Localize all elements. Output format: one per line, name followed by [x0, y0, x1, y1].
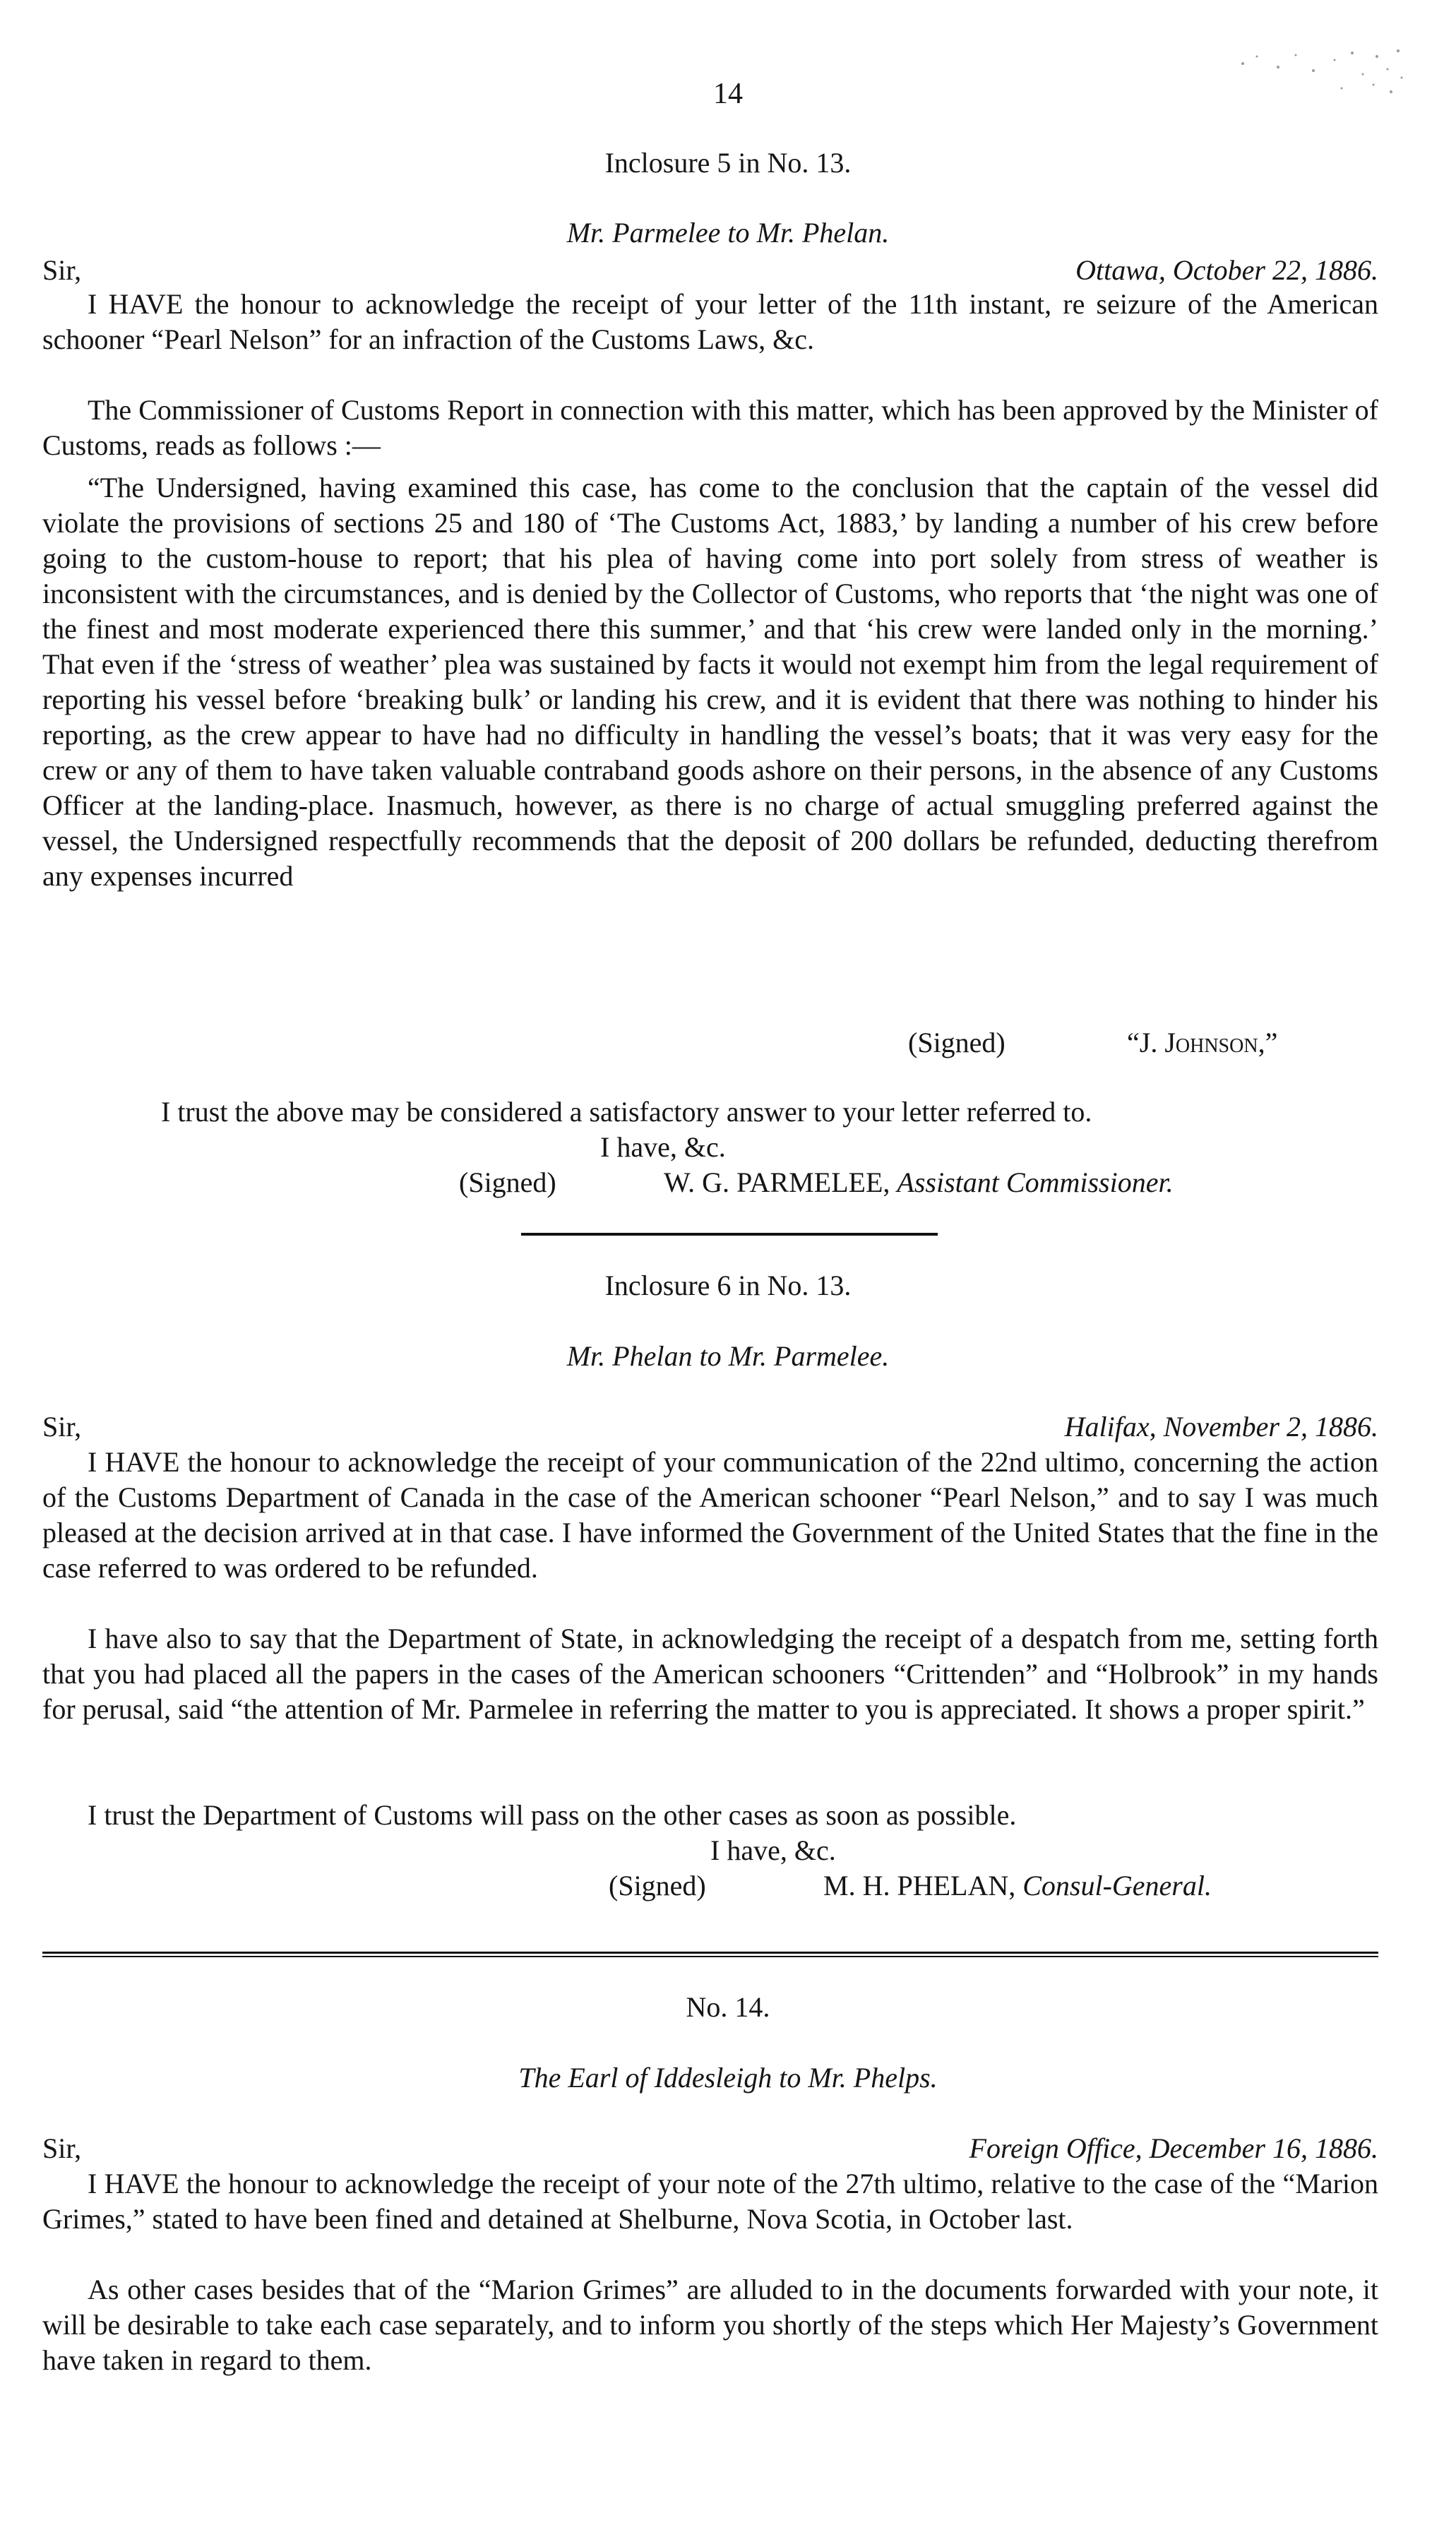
inclosure-5-signer: W. G. PARMELEE,: [664, 1166, 890, 1198]
inclosure-5-signed-label: (Signed): [459, 1166, 556, 1198]
inclosure-5-subheading: Mr. Parmelee to Mr. Phelan.: [566, 217, 890, 249]
section-divider-full-top: [42, 1952, 1378, 1954]
quote-signer: “J. Johnson,”: [1127, 1027, 1278, 1058]
inclosure-5-paragraph-2: The Commissioner of Customs Report in connection with this matter, which has been approved by the Minister of Customs, reads as follows :—: [42, 394, 1378, 461]
inclosure-5-paragraph-1: I HAVE the honour to acknowledge the receipt of your letter of the 11th instant, re seizure of the American schooner “Pearl Nelson” for an infraction of the Customs Laws, &c.: [42, 288, 1378, 355]
inclosure-6-subheading: Mr. Phelan to Mr. Parmelee.: [566, 1340, 890, 1372]
inclosure-5-dateline: Ottawa, October 22, 1886.: [1075, 254, 1378, 286]
no-14-subheading: The Earl of Iddesleigh to Mr. Phelps.: [518, 2062, 938, 2094]
no-14-paragraph-1: I HAVE the honour to acknowledge the receipt of your note of the 27th ultimo, relative to the case of the “Marion Grimes,” stated to have been fined and detained at Shelburne, Nova Scotia, in October last.: [42, 2168, 1378, 2235]
inclosure-6-paragraph-1: I HAVE the honour to acknowledge the receipt of your communication of the 22nd ultimo, concerning the action of the Customs Department of Canada in the case of the American schooner “Pearl Nelson,” and to say I was much pleased at the decision arrived at in that case. I have informed the Government of the United States that the fine in the case referred to was ordered to be refunded.: [42, 1446, 1378, 1584]
inclosure-6-i-have: I have, &c.: [710, 1834, 836, 1866]
inclosure-5-salutation: Sir,: [42, 254, 82, 286]
page-number: 14: [713, 78, 743, 110]
inclosure-5-signature: [664, 1165, 1174, 1200]
inclosure-5-closing: I trust the above may be considered a satisfactory answer to your letter referred to.: [161, 1096, 1092, 1128]
quote-signed-label: (Signed): [908, 1027, 1006, 1058]
no-14-salutation: Sir,: [42, 2132, 82, 2164]
inclosure-6-paragraph-3: I trust the Department of Customs will pass on the other cases as soon as possible.: [88, 1799, 1017, 1831]
inclosure-5-signer-title: Assistant Commissioner.: [897, 1166, 1174, 1198]
inclosure-5-quote: “The Undersigned, having examined this case, has come to the conclusion that the captain of the vessel did violate the provisions of sections 25 and 180 of ‘The Customs Act, 1883,’ by landing a number of his crew before going to the custom-house to report; that his plea of having come into port solely from stress of weather is inconsistent with the circumstances, and is denied by the Collector of Customs, who reports that ‘the night was one of the finest and most moderate experienced there this summer,’ and that ‘his crew were landed only in the morning.’ That even if the ‘stress of weather’ plea was sustained by facts it would not exempt him from the legal requirement of reporting his vessel before ‘breaking bulk’ or landing his crew, and it is evident that there was nothing to hinder his reporting, as the crew appear to have had no difficulty in handling the vessel’s boats; that it was very easy for the crew or any of them to have taken valuable contraband goods ashore on their persons, in the absence of any Customs Officer at the landing-place. Inasmuch, however, as there is no charge of actual smuggling preferred against the vessel, the Undersigned respectfully recommends that the deposit of 200 dollars be refunded, deducting therefrom any expenses incurred: [42, 472, 1378, 892]
inclosure-6-paragraph-2: I have also to say that the Department of State, in acknowledging the receipt of a despatch from me, setting forth that you had placed all the papers in the cases of the American schooners “Crittenden” and “Holbrook” in my hands for perusal, said “the attention of Mr. Parmelee in referring the matter to you is appreciated. It shows a proper spirit.”: [42, 1623, 1378, 1725]
inclosure-6-signature: [823, 1868, 1212, 1904]
inclosure-6-dateline: Halifax, November 2, 1886.: [1064, 1411, 1378, 1443]
inclosure-6-heading: Inclosure 6 in No. 13.: [604, 1270, 852, 1301]
inclosure-6-signed-label: (Signed): [609, 1870, 706, 1901]
no-14-dateline: Foreign Office, December 16, 1886.: [969, 2132, 1378, 2164]
inclosure-6-signer: M. H. PHELAN,: [823, 1870, 1016, 1901]
inclosure-6-signer-title: Consul-General.: [1022, 1870, 1212, 1901]
section-divider: [521, 1233, 938, 1236]
inclosure-5-heading: Inclosure 5 in No. 13.: [604, 147, 852, 179]
no-14-paragraph-2: As other cases besides that of the “Marion Grimes” are alluded to in the documents forwarded with your note, it will be desirable to take each case separately, and to inform you shortly of the steps which Her Majesty’s Government have taken in regard to them.: [42, 2274, 1378, 2376]
section-divider-full-bottom: [42, 1956, 1378, 1957]
inclosure-6-salutation: Sir,: [42, 1411, 82, 1443]
no-14-heading: No. 14.: [686, 1991, 770, 2023]
inclosure-5-i-have: I have, &c.: [600, 1131, 726, 1163]
